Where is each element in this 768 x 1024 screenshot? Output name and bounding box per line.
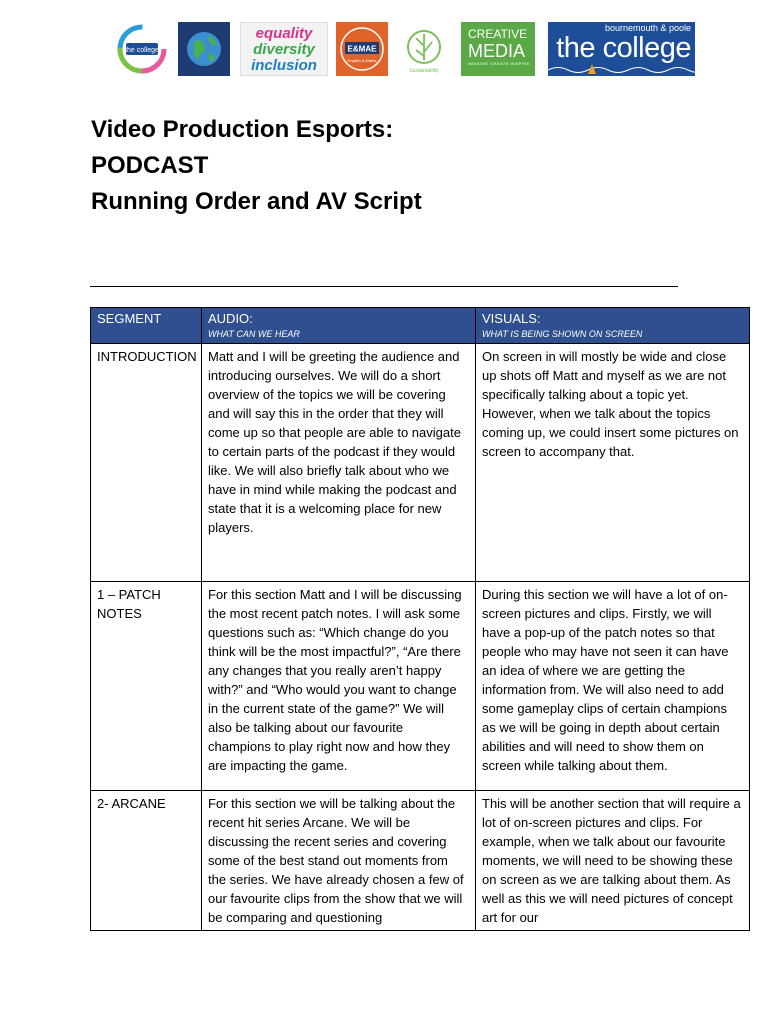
sustainability-text: Sustainability [409,68,439,74]
document-title [91,112,422,220]
av-script-table [90,307,750,931]
creative-text: CREATIVE [468,27,528,41]
media-text: MEDIA [468,41,526,61]
globe-logo [178,22,230,76]
segment-cell: INTRODUCTION [91,344,202,582]
header-audio [202,308,476,344]
sustainability-logo [396,22,452,76]
equality-logo [240,22,328,76]
visuals-cell: During this section we will have a lot of on-screen pictures and clips. Firstly, we will have a pop-up of the patch notes so that people who may have not seen it can have an idea of where we are getting the information from. We will also need to add some gameplay clips of certain champions as we will be going in depth about certain abilities and will need to show them on screen while talking about them. [476,582,750,791]
audio-cell: Matt and I will be greeting the audience and introducing ourselves. We will do a short overview of the topics we will be covering and will say this in the order that they will come up so that people are able to navigate to certain parts of the podcast if they would like. We will also briefly talk about who we have in mind while making the podcast and state that it is a welcoming place for new players. [202,344,476,582]
visuals-cell: This will be another section that will require a lot of on-screen pictures and clips. For example, when we talk about our favourite moments, we will need to be showing these on screen as we are talking about them. As well as this we will need pictures of concept art for our [476,791,750,931]
creative-tagline: IMAGINE CREATE INSPIRE [468,61,531,66]
horizontal-rule [90,286,678,287]
logo-strip [0,20,768,80]
title-line-2: PODCAST [91,152,209,179]
title-line-3: Running Order and AV Script [91,188,422,215]
table-row [91,344,750,582]
audio-cell: For this section we will be talking about the recent hit series Arcane. We will be discussing the recent series and covering some of the best stand out moments from the series. We have already chosen a few of our favourite clips from the show that we will be comparing and questioning [202,791,476,931]
title-line-1: Video Production Esports: [91,116,394,143]
table-header-row [91,308,750,344]
visuals-cell: On screen in will mostly be wide and close up shots off Matt and myself as we are not specifically talking about a topic yet. However, when we talk about the topics coming up, we could insert some pictures on screen to accompany that. [476,344,750,582]
emae-logo [336,22,388,76]
emae-text: E&MAE [347,44,377,54]
audio-cell: For this section Matt and I will be discussing the most recent patch notes. I will ask some questions such as: “Which change do you think will be the most impactful?”, “Are there any changes that you really aren’t happy with?” and “Who would you want to change in the current state of the game?” We will also be talking about our favourite champions to play right now and how they are impacting the game. [202,582,476,791]
diversity-text: diversity [253,41,315,58]
header-audio-sub: WHAT CAN WE HEAR [208,329,300,339]
header-visuals-sub: WHAT IS BEING SHOWN ON SCREEN [482,329,643,339]
segment-cell: 2- ARCANE [91,791,202,931]
college-circle-logo [116,22,168,76]
emae-sub-text: English & Maths [347,58,377,63]
table-row [91,791,750,931]
header-segment-label: SEGMENT [97,311,162,326]
creative-media-logo [461,22,535,76]
equality-text: equality [255,25,313,42]
college-main-text: the college [556,32,691,64]
segment-cell: 1 – PATCH NOTES [91,582,202,791]
header-visuals [476,308,750,344]
header-visuals-label: VISUALS: [482,311,541,326]
inclusion-text: inclusion [251,57,317,74]
bournemouth-poole-college-logo [548,22,695,76]
header-audio-label: AUDIO: [208,311,253,326]
college-top-text: bournemouth & poole [604,23,691,33]
table-row [91,582,750,791]
college-circle-text: the college [125,47,159,54]
header-segment [91,308,202,344]
